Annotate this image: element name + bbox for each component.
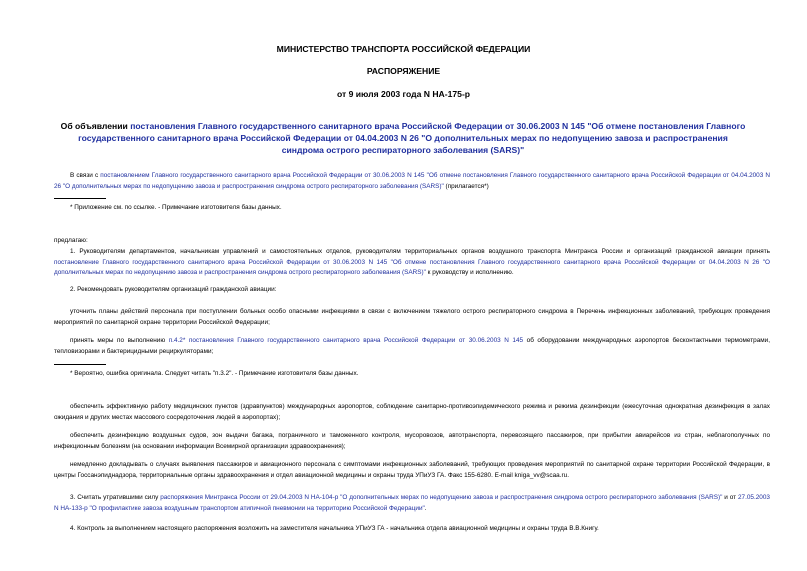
item-1-link[interactable]: постановление Главного государственного санитарного врача Российской Федерации от 30.06.2003 N 145 "Об отмене постановления Главного государственного санитарного врача Российской Федерации от 04.04.2003 N 26 "О дополнительных мерах по недопущению завоза и распространения синдрома острого респираторного заболевания (SARS)" xyxy=(54,258,770,276)
item-3-paragraph xyxy=(54,493,770,514)
footnote-2: * Вероятно, ошибка оригинала. Следует читать "п.3.2". - Примечание изготовителя базы данных. xyxy=(70,370,359,377)
document-date-number: от 9 июля 2003 года N НА-175-р xyxy=(336,89,471,99)
footnote-divider-2 xyxy=(54,364,106,365)
item-2c-paragraph: обеспечить эффективную работу медицинских пунктов (здравпунктов) международных аэропортов, соблюдение санитарно-противоэпидемического режима и режима дезинфекции (ежесуточная однократная дезинфекция в залах ожидания и других местах массового сосредоточения людей в аэропортах); xyxy=(54,403,770,421)
item-2a-paragraph: уточнить планы действий персонала при поступлении больных особо опасными инфекциями в связи с включением тяжелого острого респираторного синдрома в Перечень инфекционных заболеваний, требующих проведения мероприятий по санитарной охране территории Российской Федерации; xyxy=(54,308,770,326)
item-3-text-mid: и от xyxy=(722,494,738,501)
footnote-1: * Приложение см. по ссылке. - Примечание изготовителя базы данных. xyxy=(70,204,282,211)
item-1-paragraph xyxy=(54,247,770,279)
intro-text: В связи с xyxy=(70,172,101,179)
document-type: РАСПОРЯЖЕНИЕ xyxy=(366,66,441,76)
title-link[interactable]: постановления Главного государственного санитарного врача Российской Федерации от 30.06.2003 N 145 "Об отмене постановления Главного государственного санитарного врача Российской Федерации от 04.04.2003 N 26 "О дополнительных мерах по недопущению завоза и распространения синдрома острого респираторного заболевания (SARS)" xyxy=(78,121,746,155)
item-3-link-2[interactable]: 27.05.2003 N НА-133-р "О профилактике завоза воздушным транспортом атипичной пневмонии на территорию Российской Федерации" xyxy=(54,494,770,512)
intro-paragraph xyxy=(54,171,770,192)
title-prefix: Об объявлении xyxy=(60,121,131,131)
proposes-label: предлагаю: xyxy=(54,237,88,244)
document-title xyxy=(58,120,748,156)
item-3-text-end: . xyxy=(424,504,427,512)
intro-link[interactable]: постановлением Главного государственного санитарного врача Российской Федерации от 30.06.2003 N 145 "Об отмене постановления Главного государственного санитарного врача Российской Федерации от 04.04.2003 N 26 "О дополнительных мерах по недопущению завоза и распространения синдрома острого респираторного заболевания (SARS)" xyxy=(54,172,771,190)
item-2d-paragraph: обеспечить дезинфекцию воздушных судов, зон выдачи багажа, пограничного и таможенного контроля, мусоровозов, автотранспорта, перевозящего пассажиров, при прибытии авиарейсов из стран, неблагополучных по инфекционным болезням (на основании информации Всемирной организации здравоохранения); xyxy=(54,432,770,450)
item-3-text: 3. Считать утратившими силу xyxy=(70,494,161,501)
item-2e-paragraph: немедленно докладывать о случаях выявления пассажиров и авиационного персонала с симптомами инфекционных заболеваний, требующих проведения мероприятий по санитарной охране территории Российской Федерации, в центры Госсанэпиднадзора, территориальные органы здравоохранения и отдел авиационной медицины и охраны труда УПиУЗ ГА. Факс 155-6280. E-mail kniga_vv@scaa.ru. xyxy=(54,461,770,479)
item-2b-paragraph xyxy=(54,336,770,357)
item-3-link-1[interactable]: распоряжения Минтранса России от 29.04.2003 N НА-104-р "О дополнительных мерах по недопущению завоза и распространения синдрома острого респираторного заболевания (SARS)" xyxy=(160,494,723,501)
intro-text-end: (прилагается*) xyxy=(443,182,489,190)
item-2b-text: принять меры по выполнению xyxy=(70,337,169,344)
item-2b-text-end: об оборудовании международных аэропортов бесконтактными термометрами, тепловизорами и бактерицидными рециркуляторами; xyxy=(54,337,771,355)
ministry-heading: МИНИСТЕРСТВО ТРАНСПОРТА РОССИЙСКОЙ ФЕДЕРАЦИИ xyxy=(276,44,531,54)
item-1-text-end: к руководству и исполнению. xyxy=(425,269,514,276)
item-1-text: 1. Руководителям департаментов, начальникам управлений и самостоятельных отделов, руководителям территориальных органов воздушного транспорта Минтранса России и организаций гражданской авиации принять xyxy=(70,248,770,255)
item-4-paragraph: 4. Контроль за выполнением настоящего распоряжения возложить на заместителя начальника УПиУЗ ГА - начальника отдела авиационной медицины и охраны труда В.В.Книгу. xyxy=(70,525,599,532)
item-2-paragraph: 2. Рекомендовать руководителям организаций гражданской авиации: xyxy=(70,286,277,293)
footnote-divider xyxy=(54,198,106,199)
item-2b-link[interactable]: п.4.2* постановления Главного государственного санитарного врача Российской Федерации от 30.06.2003 N 145 xyxy=(168,337,524,344)
